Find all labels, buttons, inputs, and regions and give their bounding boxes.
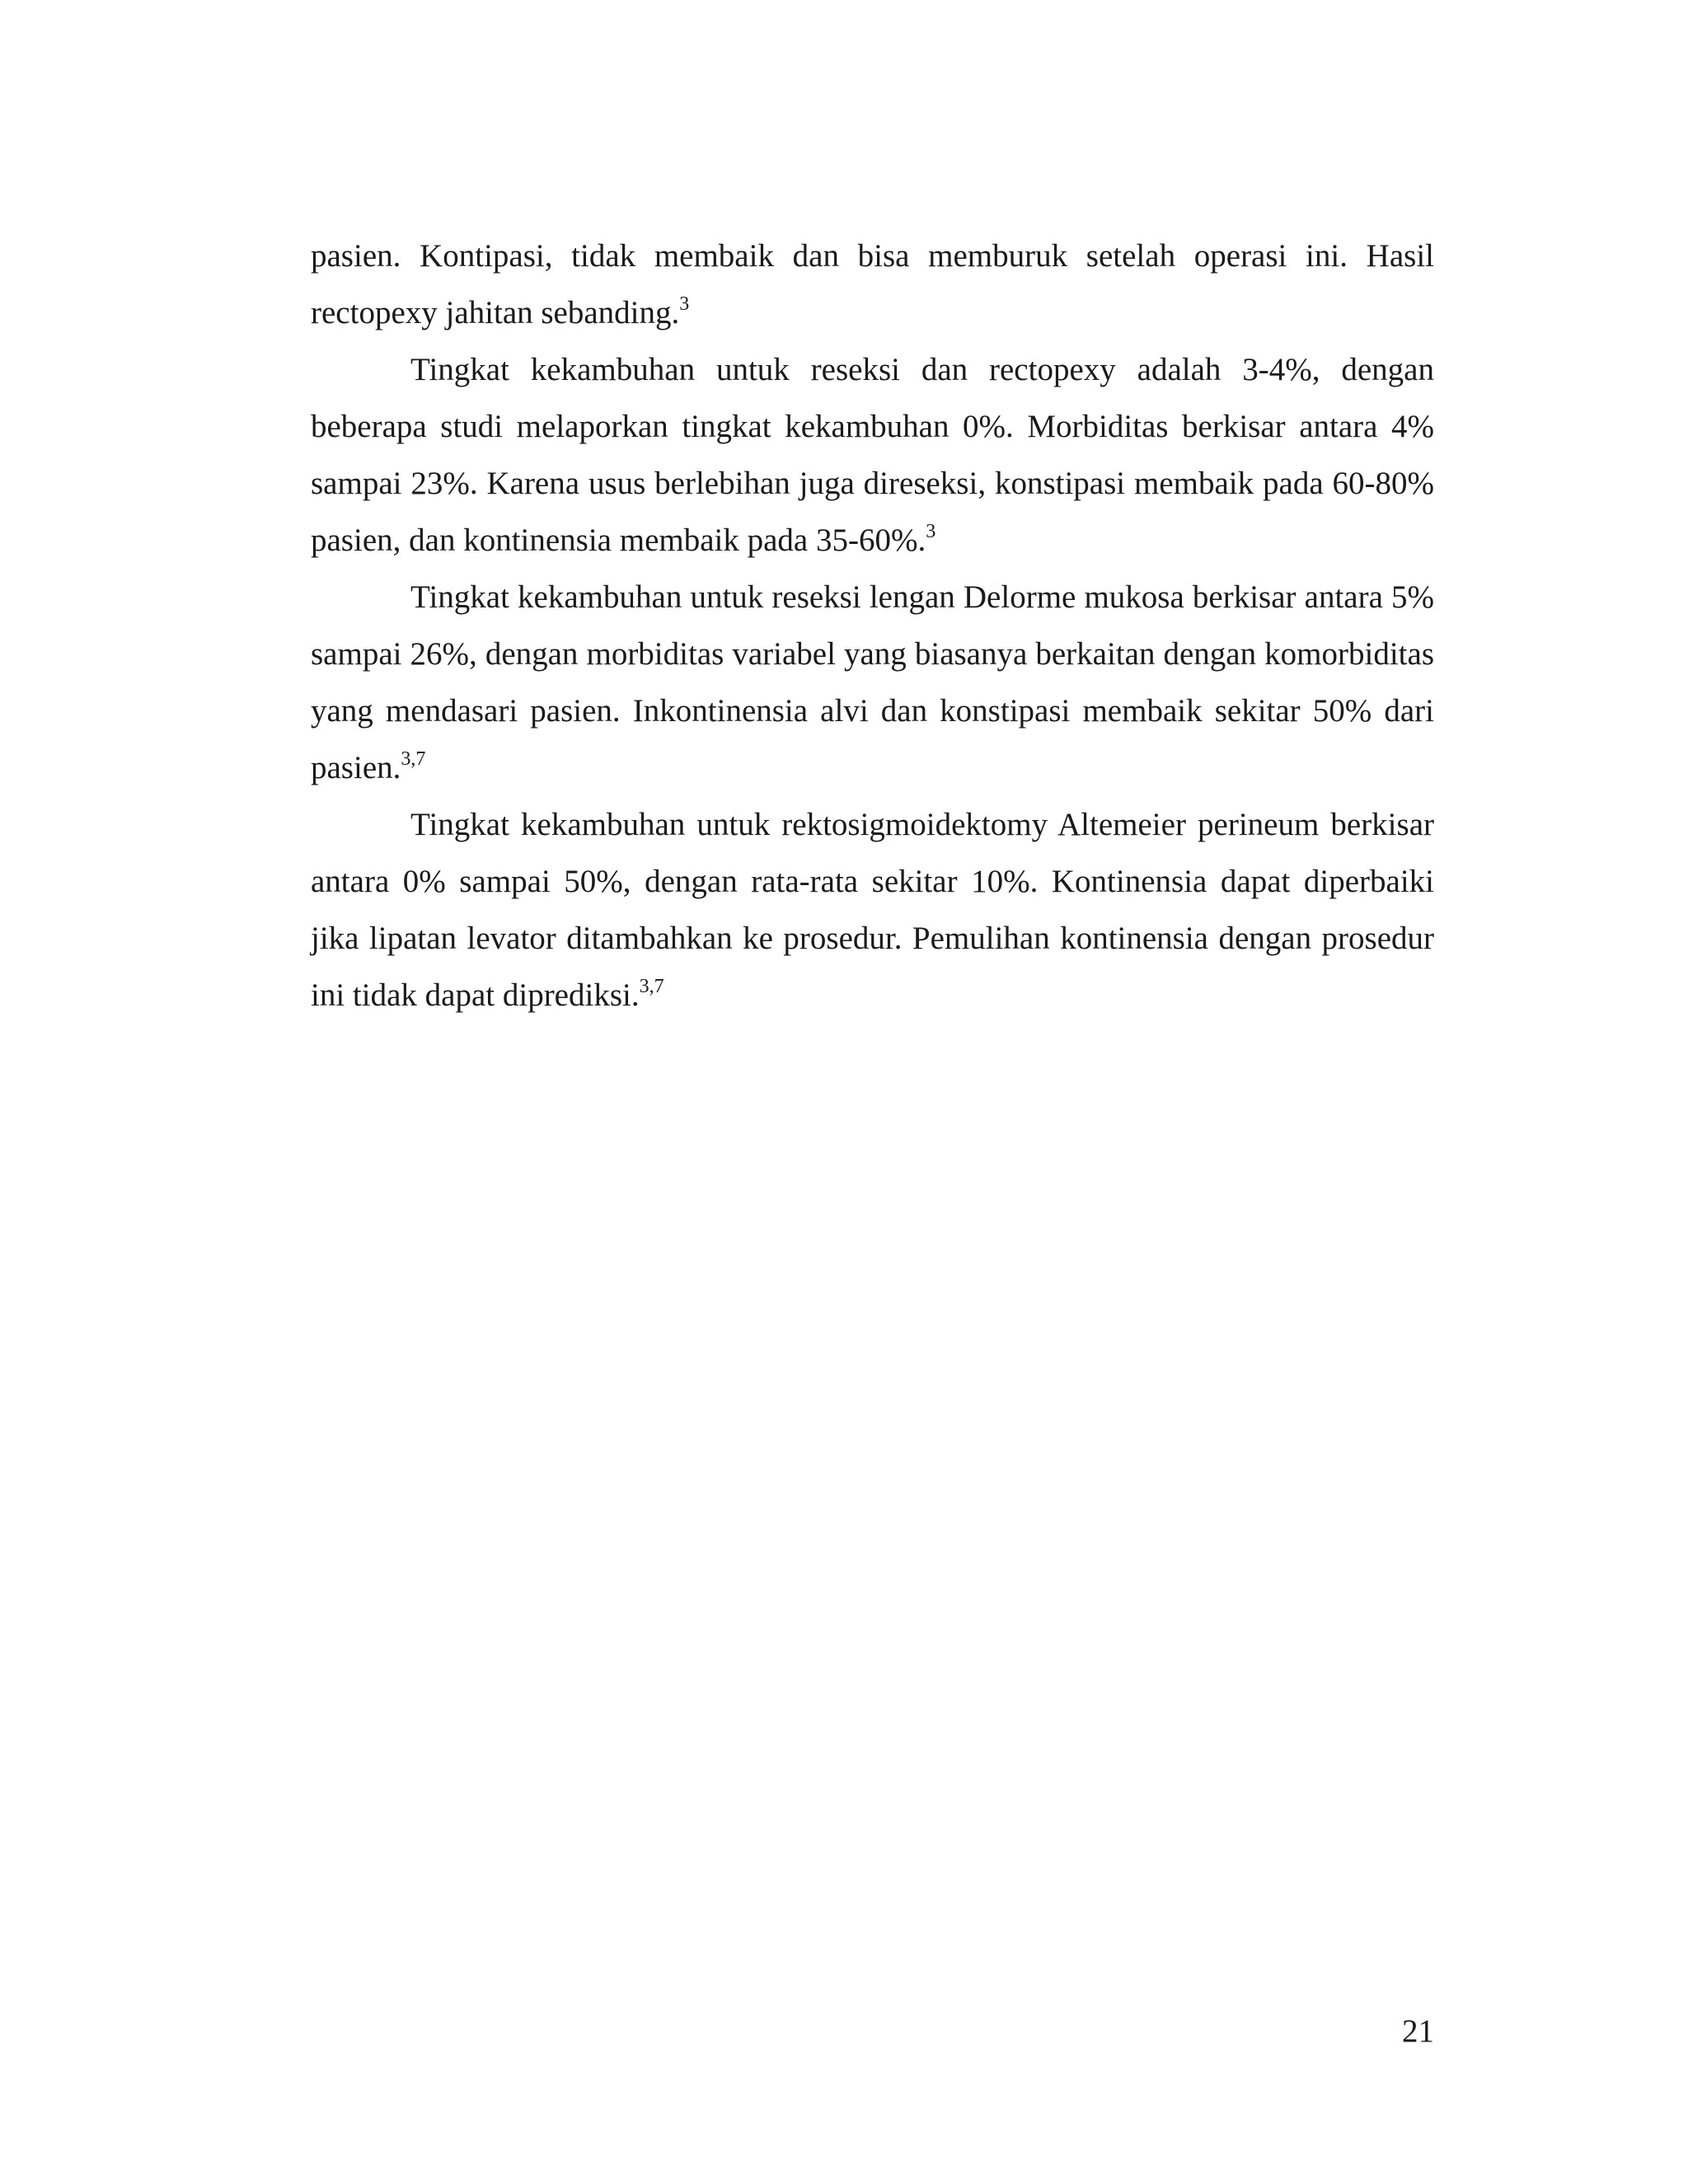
paragraph-4-text: Tingkat kekambuhan untuk rektosigmoidektomy Altemeier perineum berkisar antara 0% sampai 50%, dengan rata-rata sekitar 10%. Kontinensia dapat diperbaiki jika lipatan levator ditambahkan ke prosedur. Pemulihan kontinensia dengan prosedur ini tidak dapat diprediksi. <box>311 807 1434 1013</box>
paragraph-2 <box>311 341 1434 569</box>
paragraph-1 <box>311 227 1434 341</box>
paragraph-4 <box>311 796 1434 1024</box>
citation-2: 3 <box>926 521 936 542</box>
paragraph-3-text: Tingkat kekambuhan untuk reseksi lengan Delorme mukosa berkisar antara 5% sampai 26%, dengan morbiditas variabel yang biasanya berkaitan dengan komorbiditas yang mendasari pasien. Inkontinensia alvi dan konstipasi membaik sekitar 50% dari pasien. <box>311 579 1434 785</box>
page-number: 21 <box>1402 2013 1434 2049</box>
paragraph-3 <box>311 569 1434 796</box>
paragraph-1-text: pasien. Kontipasi, tidak membaik dan bisa memburuk setelah operasi ini. Hasil rectopexy jahitan sebanding. <box>311 238 1434 330</box>
citation-4: 3,7 <box>639 976 664 997</box>
citation-1: 3 <box>679 293 690 315</box>
paragraph-2-text: Tingkat kekambuhan untuk reseksi dan rectopexy adalah 3-4%, dengan beberapa studi melaporkan tingkat kekambuhan 0%. Morbiditas berkisar antara 4% sampai 23%. Karena usus berlebihan juga direseksi, konstipasi membaik pada 60-80% pasien, dan kontinensia membaik pada 35-60%. <box>311 352 1434 558</box>
body-text <box>311 227 1434 1024</box>
citation-3: 3,7 <box>401 748 426 770</box>
